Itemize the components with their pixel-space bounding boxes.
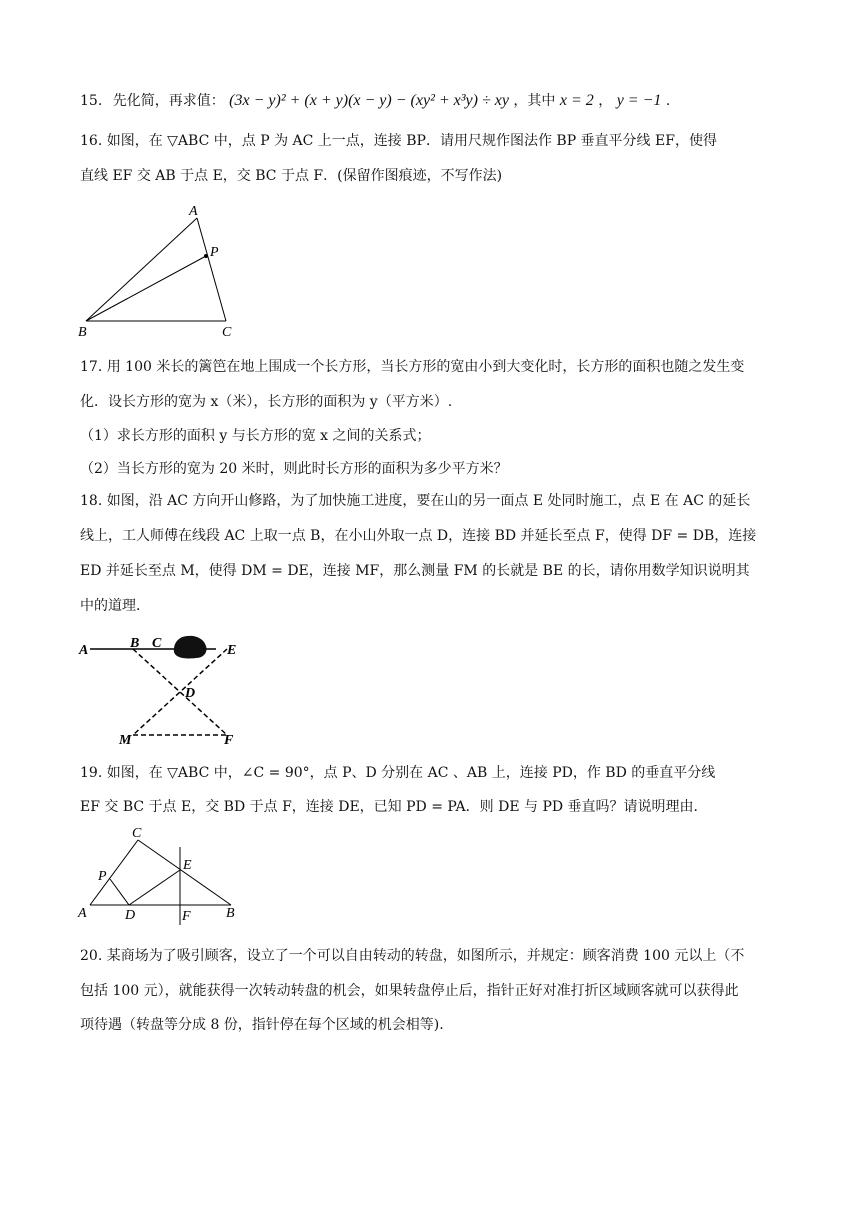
q15-number: 15.	[80, 93, 103, 109]
q17-part-2: （2）当长方形的宽为 20 米时，则此时长方形的面积为多少平方米？	[80, 461, 508, 477]
q19-label-D: D	[125, 908, 136, 923]
q18-road-figure	[76, 630, 256, 750]
q16-label-A: A	[189, 204, 198, 219]
q17-line-1: 17. 用 100 米长的篱笆在地上围成一个长方形，当长方形的宽由小到大变化时，长方形的面积也随之发生变	[80, 359, 745, 375]
q18-line-4: 中的道理．	[80, 598, 150, 614]
q19-label-B: B	[226, 906, 235, 921]
q18-label-A: A	[79, 643, 89, 658]
q18-label-B: B	[130, 636, 140, 651]
q19-label-P: P	[98, 869, 107, 884]
q20-line-3: 项待遇（转盘等分成 8 份，指针停在每个区域的机会相等).	[80, 1017, 444, 1033]
q16-label-P: P	[210, 245, 219, 260]
q16-line-1: 16. 如图，在 ▽ABC 中，点 P 为 AC 上一点，连接 BP．请用尺规作图法作 BP 垂直平分线 EF，使得	[80, 133, 717, 149]
q15-y-value: y = −1	[616, 92, 662, 109]
q19-label-C: C	[132, 826, 142, 841]
q19-label-E: E	[183, 858, 192, 873]
q18-line-3: ED 并延长至点 M，使得 DM = DE，连接 MF，那么测量 FM 的长就是 BE 的长，请你用数学知识说明其	[80, 563, 750, 579]
q15-x-value: x = 2	[559, 92, 594, 109]
q19-label-F: F	[182, 909, 191, 924]
q18-label-D: D	[185, 686, 196, 701]
q19-line-1: 19. 如图，在 ▽ABC 中，∠C = 90°，点 P、D 分别在 AC 、AB 上，连接 PD，作 BD 的垂直平分线	[80, 765, 716, 781]
q18-label-E: E	[227, 643, 237, 658]
q18-label-C: C	[152, 636, 162, 651]
q15	[80, 91, 780, 111]
q15-expression: (3x − y)² + (x + y)(x − y) − (xy² + x³y) ÷ xy	[229, 92, 509, 109]
q15-prompt: 先化简，再求值：	[112, 93, 225, 109]
q20-line-2: 包括 100 元），就能获得一次转动转盘的机会，如果转盘停止后，指针正好对准打折区域顾客就可以获得此	[80, 983, 739, 999]
q16-line-2: 直线 EF 交 AB 于点 E，交 BC 于点 F．(保留作图痕迹，不写作法)	[80, 168, 503, 184]
q15-condition-prefix: ，其中	[513, 93, 556, 109]
q18-line-2: 线上，工人师傅在线段 AC 上取一点 B，在小山外取一点 D，连接 BD 并延长至点 F，使得 DF = DB，连接	[80, 528, 757, 544]
q16-triangle-figure	[76, 200, 256, 340]
q17-line-2: 化．设长方形的宽为 x（米），长方形的面积为 y（平方米）.	[80, 394, 453, 410]
q20-line-1: 20. 某商场为了吸引顾客，设立了一个可以自由转动的转盘，如图所示，并规定：顾客消费 100 元以上（不	[80, 948, 745, 964]
q18-label-F: F	[224, 733, 234, 748]
mountain-icon	[174, 636, 207, 659]
q15-separator: ，	[598, 93, 613, 109]
q18-label-M: M	[119, 733, 132, 748]
q19-line-2: EF 交 BC 于点 E，交 BD 于点 F，连接 DE，已知 PD = PA．则 DE 与 PD 垂直吗？请说明理由．	[80, 799, 708, 815]
q19-triangle-figure	[76, 825, 256, 935]
q16-label-C: C	[222, 325, 232, 340]
q16-label-B: B	[78, 325, 87, 340]
q17-part-1: （1）求长方形的面积 y 与长方形的宽 x 之间的关系式；	[80, 428, 431, 444]
q18-line-1: 18. 如图，沿 AC 方向开山修路，为了加快施工进度，要在山的另一面点 E 处同时施工，点 E 在 AC 的延长	[80, 493, 751, 509]
q15-period: .	[665, 93, 671, 109]
q19-label-A: A	[78, 906, 87, 921]
